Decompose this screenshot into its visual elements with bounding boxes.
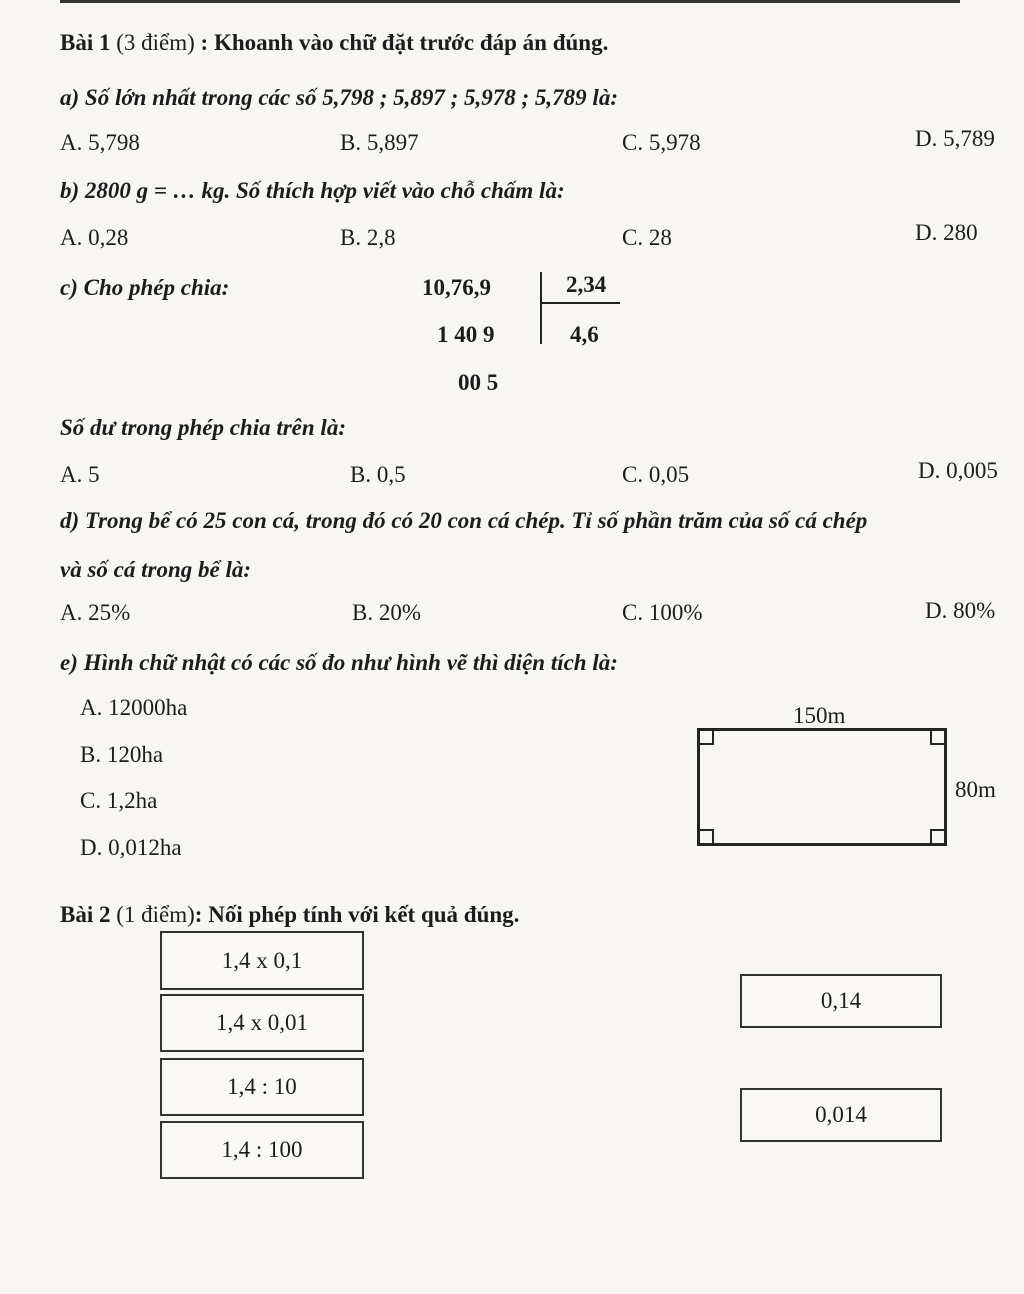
question-d-line2: và số cá trong bể là: (60, 557, 252, 582)
division-step1: 1 40 9 (437, 322, 495, 347)
result-box-1[interactable] (740, 974, 942, 1028)
qe-option-c[interactable]: C. 1,2ha (80, 788, 158, 813)
question-c-sub: Số dư trong phép chia trên là: (60, 415, 346, 440)
bai2-points: (1 điểm) (110, 902, 195, 927)
qa-option-a[interactable]: A. 5,798 (60, 130, 140, 155)
qe-option-a[interactable]: A. 12000ha (80, 695, 188, 720)
qc-option-b[interactable]: B. 0,5 (350, 462, 406, 487)
bai2-heading (60, 902, 519, 928)
qd-option-c[interactable]: C. 100% (622, 600, 703, 625)
expression-3: 1,4 : 10 (227, 1074, 297, 1099)
result-2: 0,014 (815, 1102, 867, 1127)
division-horizontal-line (540, 302, 620, 304)
expression-2: 1,4 x 0,01 (216, 1010, 308, 1035)
division-quotient: 4,6 (570, 322, 599, 347)
expression-box-3[interactable] (160, 1058, 364, 1116)
right-angle-mark-tl (700, 731, 714, 745)
qc-option-c[interactable]: C. 0,05 (622, 462, 690, 487)
qb-option-c[interactable]: C. 28 (622, 225, 672, 250)
qd-option-b[interactable]: B. 20% (352, 600, 421, 625)
expression-box-1[interactable] (160, 931, 364, 990)
result-box-2[interactable] (740, 1088, 942, 1142)
question-c: c) Cho phép chia: (60, 275, 230, 300)
qb-option-b[interactable]: B. 2,8 (340, 225, 396, 250)
question-a: a) Số lớn nhất trong các số 5,798 ; 5,897 ; 5,978 ; 5,789 là: (60, 85, 618, 110)
rectangle-width-label: 150m (793, 703, 846, 728)
qb-option-a[interactable]: A. 0,28 (60, 225, 129, 250)
rectangle-figure (697, 728, 947, 846)
right-angle-mark-br (930, 829, 944, 843)
expression-box-2[interactable] (160, 994, 364, 1052)
question-b: b) 2800 g = … kg. Số thích hợp viết vào chỗ chấm là: (60, 178, 565, 203)
top-border-line (60, 0, 960, 3)
qe-option-d[interactable]: D. 0,012ha (80, 835, 182, 860)
qc-option-a[interactable]: A. 5 (60, 462, 100, 487)
bai1-instruction: : Khoanh vào chữ đặt trước đáp án đúng. (194, 30, 609, 55)
division-dividend: 10,76,9 (422, 275, 491, 300)
qa-option-b[interactable]: B. 5,897 (340, 130, 419, 155)
division-remainder: 00 5 (458, 370, 499, 395)
bai2-instruction: : Nối phép tính với kết quả đúng. (194, 902, 520, 927)
expression-box-4[interactable] (160, 1121, 364, 1179)
division-vertical-line (540, 272, 542, 344)
qa-option-c[interactable]: C. 5,978 (622, 130, 701, 155)
result-1: 0,14 (820, 988, 862, 1013)
qa-option-d[interactable]: D. 5,789 (915, 126, 995, 151)
expression-1: 1,4 x 0,1 (221, 947, 303, 973)
question-d-line1: d) Trong bể có 25 con cá, trong đó có 20 con cá chép. Tỉ số phần trăm của số cá chép (60, 508, 868, 533)
qb-option-d[interactable]: D. 280 (915, 220, 978, 245)
expression-4: 1,4 : 100 (221, 1137, 303, 1162)
qe-option-b[interactable]: B. 120ha (80, 742, 164, 767)
bai1-heading (60, 30, 608, 56)
bai1-points: (3 điểm) (110, 30, 195, 55)
qd-option-a[interactable]: A. 25% (60, 600, 131, 625)
bai2-title-label: Bài 2 (60, 902, 111, 927)
right-angle-mark-tr (930, 731, 944, 745)
rectangle-height-label: 80m (955, 777, 996, 802)
qc-option-d[interactable]: D. 0,005 (918, 458, 998, 483)
division-divisor: 2,34 (566, 272, 607, 297)
question-e: e) Hình chữ nhật có các số đo như hình vẽ thì diện tích là: (60, 650, 618, 675)
right-angle-mark-bl (700, 829, 714, 843)
qd-option-d[interactable]: D. 80% (925, 598, 996, 623)
bai1-title-label: Bài 1 (60, 30, 111, 55)
